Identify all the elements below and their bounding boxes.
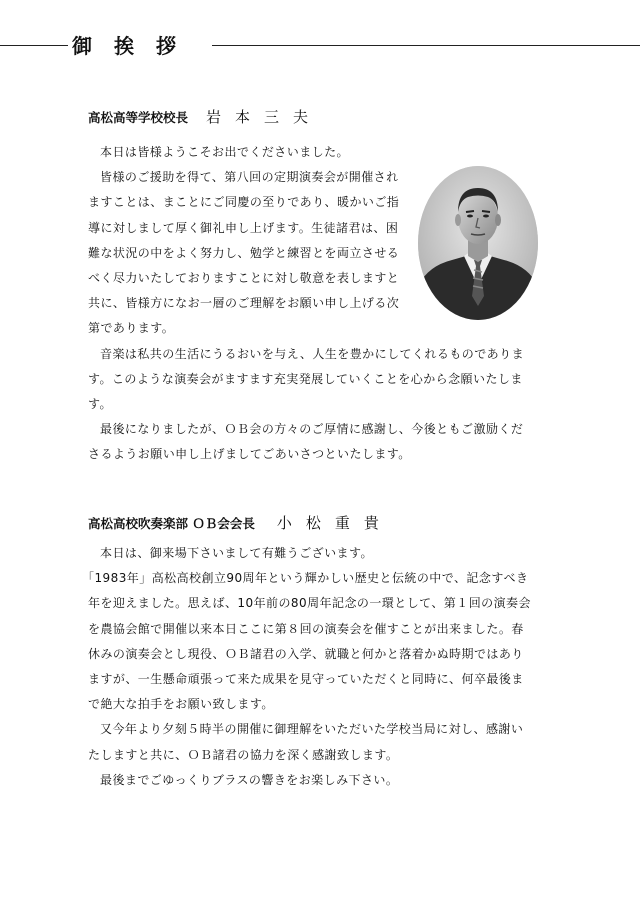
section2-line-3: 年を迎えました。思えば、10年前の80周年記念の一環として、第１回の演奏会 (88, 596, 531, 611)
section1-line-9: 音楽は私共の生活にうるおいを与え、人生を豊かにしてくれるものでありま (100, 346, 525, 361)
section1-line-12: 最後になりましたが、ＯＢ会の方々のご厚情に感謝し、今後ともご激励くだ (100, 422, 524, 437)
section2-line-4: を農協会館で開催以来本日ここに第８回の演奏会を催すことが出来ました。春 (88, 621, 524, 636)
section2-line-8: 又今年より夕刻５時半の開催に御理解をいただいた学校当局に対し、感謝い (100, 722, 524, 737)
section1-line-3: ますことは、まことにご同慶の至りであり、暖かいご指 (88, 195, 400, 210)
section1-line-10: す。このような演奏会がますます充実発展していくことを心から念願いたしま (88, 371, 523, 386)
section2-body (82, 541, 544, 793)
section1-line-6: べく尽力いたしておりますことに対し敬意を表しますと (88, 271, 400, 286)
section1-line-8: 第であります。 (88, 321, 175, 336)
section1-line-7: 共に、皆様方になお一層のご理解をお願い申し上げる次 (88, 296, 400, 311)
section1-line-1: 本日は皆様ようこそお出でくださいました。 (100, 145, 350, 159)
section1-line-4: 導に対しまして厚く御礼申し上げます。生徒諸君は、困 (88, 220, 399, 235)
section1-heading (88, 108, 322, 127)
section1-line-5: 難な状況の中をよく努力し、勉学と練習とを両立させる (88, 245, 400, 260)
section2-heading (88, 514, 393, 533)
title-rule-right (212, 45, 640, 46)
section1-role: 高松高等学校校長 (88, 110, 189, 125)
page-title: 御挨拶 (72, 34, 198, 58)
page-header (0, 32, 640, 60)
section2-line-10: 最後までごゆっくりブラスの響きをお楽しみ下さい。 (100, 772, 399, 787)
section2-line-2: 「1983年」高松高校創立90周年という輝かしい歴史と伝統の中で、記念すべき (82, 571, 529, 586)
section1-line-13: さるようお願い申し上げましてごあいさつといたします。 (88, 447, 411, 462)
section2-role: 高松高校吹奏楽部 ＯＢ会会長 (88, 516, 255, 531)
section2-line-6: ますが、一生懸命頑張って来た成果を見守っていただくと同時に、何卒最後ま (88, 672, 524, 687)
section2-name: 小松重貴 (276, 514, 393, 532)
section1-line-2: 皆様のご援助を得て、第八回の定期演奏会が開催され (100, 170, 399, 185)
title-rule-left (0, 45, 68, 46)
section1-line-11: す。 (88, 397, 112, 412)
section2-line-9: たしますと共に、ＯＢ諸君の協力を深く感謝致します。 (88, 747, 399, 762)
section1-name: 岩本三夫 (206, 108, 323, 126)
section1-body (88, 140, 544, 468)
section2-line-1: 本日は、御来場下さいまして有難うございます。 (100, 546, 373, 560)
section2-line-5: 休みの演奏会とし現役、ＯＢ諸君の入学、就職と何かと落着かぬ時期ではあり (88, 646, 524, 661)
section2-line-7: で絶大な拍手をお願い致します。 (88, 697, 274, 712)
